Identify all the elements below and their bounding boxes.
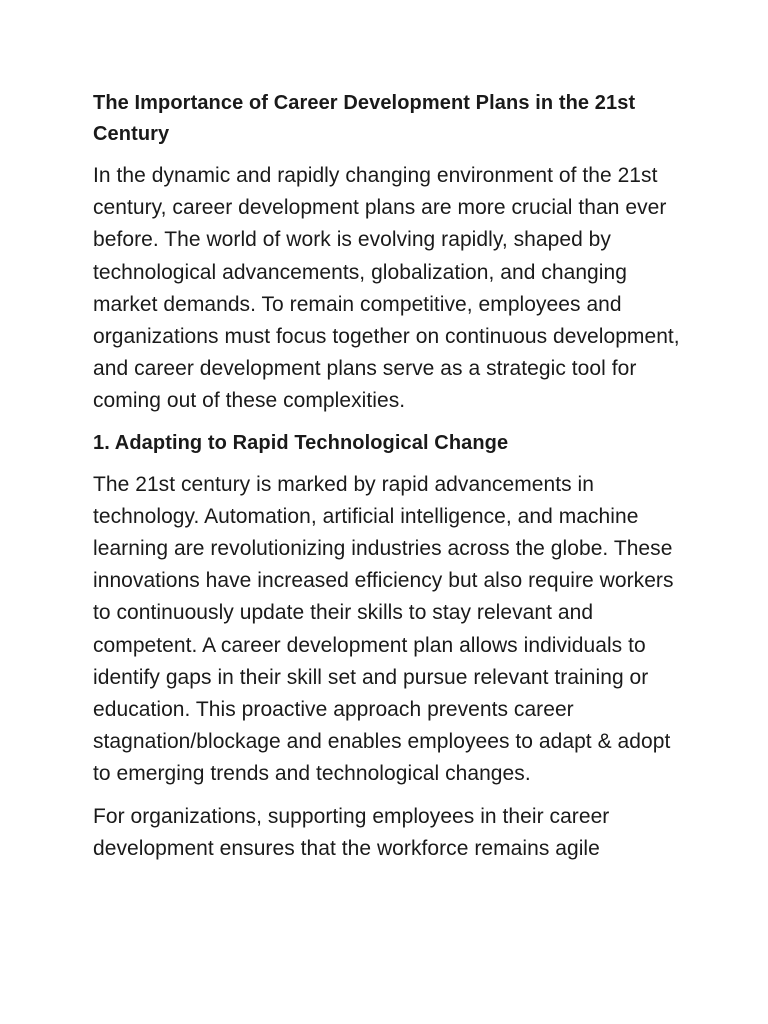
section-paragraph: The 21st century is marked by rapid advancements in technology. Automation, artificial intelligence, and machine learning are revolutionizing industries across the globe. These innovations have increased efficiency but also require workers to continuously update their skills to stay relevant and competent. A career development plan allows individuals to identify gaps in their skill set and pursue relevant training or education. This proactive approach prevents career stagnation/blockage and enables employees to adapt & adopt to emerging trends and technological changes. bbox=[93, 472, 674, 786]
document-page bbox=[93, 88, 683, 875]
intro-paragraph: In the dynamic and rapidly changing environment of the 21st century, career development plans are more crucial than ever before. The world of work is evolving rapidly, shaped by technological advancements, globalization, and changing market demands. To remain competitive, employees and organizations must focus together on continuous development, and career development plans serve as a strategic tool for coming out of these complexities. bbox=[93, 164, 680, 413]
section-paragraph: For organizations, supporting employees in their career development ensures that the workforce remains agile bbox=[93, 804, 610, 860]
document-title: The Importance of Career Development Plans in the 21st Century bbox=[93, 92, 636, 145]
section-heading: 1. Adapting to Rapid Technological Change bbox=[93, 431, 509, 454]
